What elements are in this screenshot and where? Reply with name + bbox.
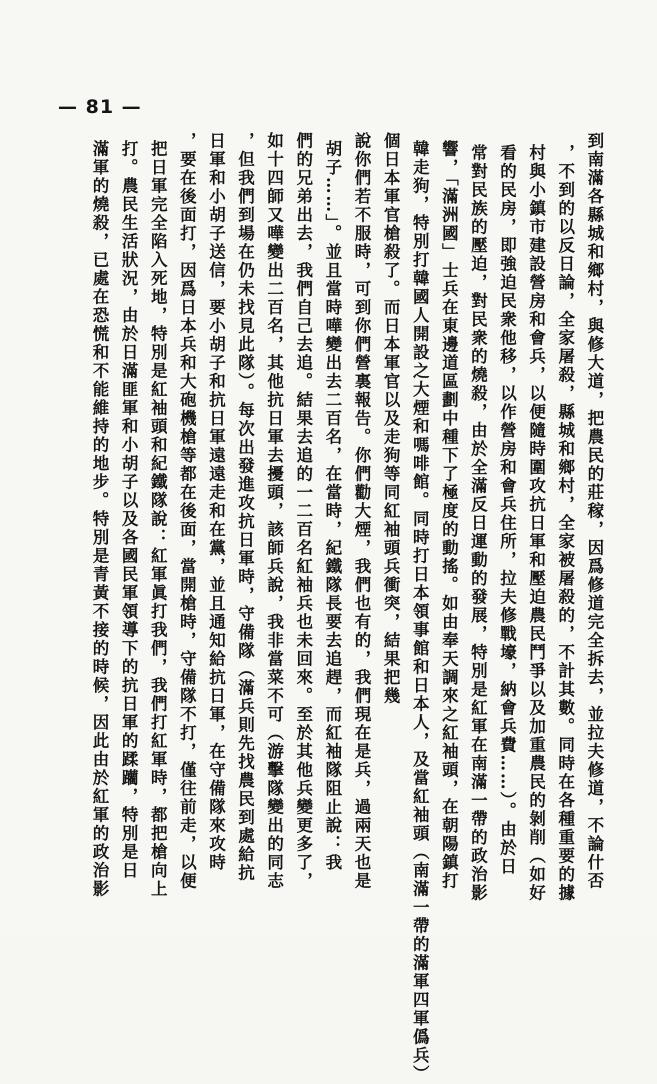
page-number: — 81 —	[58, 96, 142, 118]
text-column: 韓走狗，特別打韓國人開設之大煙和嗎啡館。同時打日本領事館和日本人，及當紅袖頭（南滿一帶的滿軍四軍僞兵）	[410, 140, 430, 1084]
text-column: 打。農民生活狀況，由於日滿匪軍和小胡子以及各國民軍領導下的抗日軍的蹂躪，特別是日	[119, 140, 139, 880]
text-column: 胡子……」。並且當時嘩變出去二百名，在當時，紀鐵隊長要去追趕，而紅袖隊阻止說：我	[322, 140, 342, 872]
text-column: 個日本軍官槍殺了。而日本軍官以及走狗等同紅袖頭兵衝突，結果把幾	[381, 132, 401, 706]
text-column: 們的兄弟出去，我們自己去追。結果去追的一二百名紅袖兵也未回來。至於其他兵變更多了，	[293, 132, 313, 891]
text-column: 把日軍完全陷入死地，特別是紅袖頭和紀鐵隊說：紅軍眞打我們，我們打紅軍時，都把槍向上	[148, 140, 168, 899]
text-column: ，不到的以反日論，全家屠殺，縣城和鄉村，全家被屠殺的，不計其數。同時在各種重要的據	[555, 144, 575, 903]
text-column: 到南滿各縣城和鄉村，與修大道，把農民的莊稼，因爲修道完全拆去，並拉夫修道，不論什否	[584, 132, 604, 891]
text-column: 說你們若不服時，可到你們營裏報告。你們勸大煙，我們也有的，我們現在是兵，過兩天也是	[351, 132, 371, 891]
text-column: ，但我們到場在仍未找見此隊）。每次出發進攻抗日軍時，守備隊（滿兵則先找農民到處給抗	[235, 132, 255, 883]
text-column: 如十四師又嘩變出二百名，其他抗日軍去擾頭，該師兵說，我非當菜不可（游擊隊變出的同志	[264, 132, 284, 891]
text-column: 看的民房，即強迫民衆他移，以作營房和會兵住所，拉夫修戰壕，納會兵費……）。由於日	[497, 144, 517, 876]
text-column: 響，「滿洲國」士兵在東邊道區劃中種下了極度的動搖。如由奉天調來之紅袖頭，在朝陽鎮打	[439, 140, 459, 891]
text-column: ，要在後面打，因爲日本兵和大砲機槍等都在後面，當開槍時，守備隊不打，僅往前走，以便	[177, 132, 197, 891]
vertical-text-block	[88, 132, 604, 1084]
text-column: 村與小鎮市建設營房和會兵，以便隨時圍攻抗日軍和壓迫農民鬥爭以及加重農民的剝削（如好	[526, 144, 546, 903]
text-column: 常對民族的壓迫，對民衆的燒殺，由於全滿反日運動的發展，特別是紅軍在南滿一帶的政治影	[468, 144, 488, 903]
text-column: 滿軍的燒殺，已處在恐慌和不能維持的地步。特別是青黃不接的時候，因此由於紅軍的政治影	[90, 140, 109, 899]
text-column: 日軍和小胡子送信，要小胡子和抗日軍遠遠走和在黨，並且通知給抗日軍，在守備隊來攻時	[206, 132, 226, 872]
